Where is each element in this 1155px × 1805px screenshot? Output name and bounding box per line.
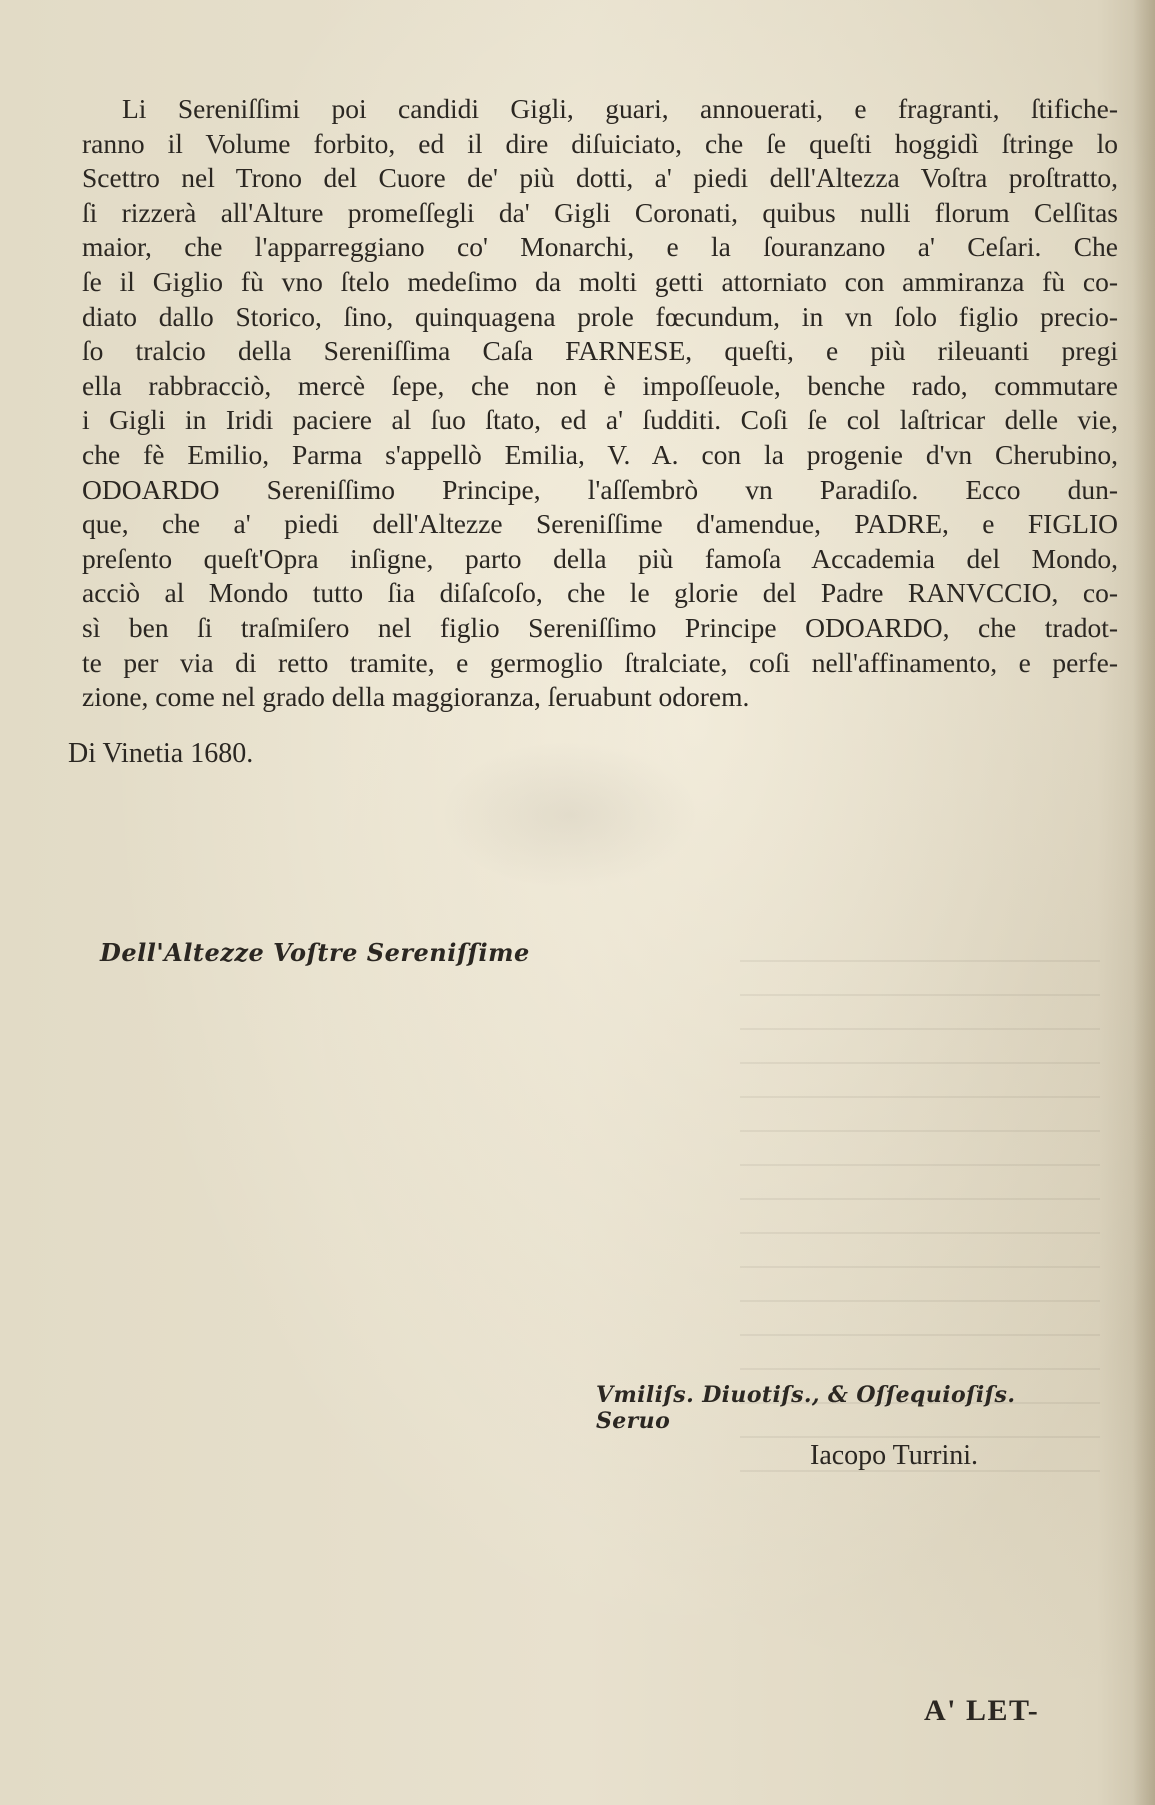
text-line: ſe il Giglio fù vno ſtelo medeſimo da molti getti attorniato con ammiranza fù co-	[82, 265, 1118, 297]
text-line: que, che a' piedi dell'Altezze Sereniſſime d'amendue, PADRE, e FIGLIO	[82, 508, 1118, 540]
text-line: ſo tralcio della Sereniſſima Caſa FARNESE, queſti, e più rileuanti pregi	[82, 335, 1118, 367]
page-gutter-shadow	[1133, 0, 1155, 1805]
text-line: ella rabbracciò, mercè ſepe, che non è impoſſeuole, benche rado, commutare	[82, 369, 1118, 401]
text-line: Li Sereniſſimi poi candidi Gigli, guari, annouerati, e fragranti, ſtifiche-	[122, 93, 1118, 124]
dateline: Di Vinetia 1680.	[68, 738, 254, 769]
text-line: zione, come nel grado della maggioranza, ſeruabunt odorem.	[82, 681, 750, 713]
text-line: preſento queſt'Opra inſigne, parto della più famoſa Accademia del Mondo,	[82, 542, 1118, 574]
text-line: i Gigli in Iridi paciere al ſuo ſtato, ed a' ſudditi. Coſi ſe col laſtricar delle vie,	[82, 404, 1118, 436]
dedication-body	[82, 92, 1118, 715]
salutation: Dell'Altezze Voſtre Sereniſſime	[100, 938, 530, 967]
text-line: ODOARDO Sereniſſimo Principe, l'aſſembrò vn Paradiſo. Ecco dun-	[82, 473, 1118, 505]
text-line: sì ben ſi traſmiſero nel figlio Sereniſſimo Principe ODOARDO, che tradot-	[82, 611, 1118, 643]
text-line: Scettro nel Trono del Cuore de' più dotti, a' piedi dell'Altezza Voſtra proſtratto,	[82, 162, 1118, 194]
text-line: che fè Emilio, Parma s'appellò Emilia, V. A. con la progenie d'vn Cherubino,	[82, 438, 1118, 470]
signature-closing: Vmiliſs. Diuotiſs., & Oſſequioſiſs. Seruo	[596, 1382, 1016, 1434]
text-line: diato dallo Storico, ſino, quinquagena prole fœcundum, in vn ſolo figlio precio-	[82, 300, 1118, 332]
signature-name: Iacopo Turrini.	[810, 1440, 978, 1471]
text-line: ranno il Volume forbito, ed il dire diſuiciato, che ſe queſti hoggidì ſtringe lo	[82, 127, 1118, 159]
text-line: acciò al Mondo tutto ſia diſaſcoſo, che le glorie del Padre RANVCCIO, co-	[82, 577, 1118, 609]
signature-block	[596, 1382, 1076, 1472]
text-line: maior, che l'apparreggiano co' Monarchi, e la ſouranzano a' Ceſari. Che	[82, 231, 1118, 263]
catchword: A' LET-	[924, 1694, 1040, 1727]
text-line: te per via di retto tramite, e germoglio ſtralciate, coſi nell'affinamento, e perfe-	[82, 646, 1118, 678]
text-line: ſi rizzerà all'Alture promeſſegli da' Gigli Coronati, quibus nulli florum Celſitas	[82, 196, 1118, 228]
ink-bleed-through	[440, 740, 700, 890]
